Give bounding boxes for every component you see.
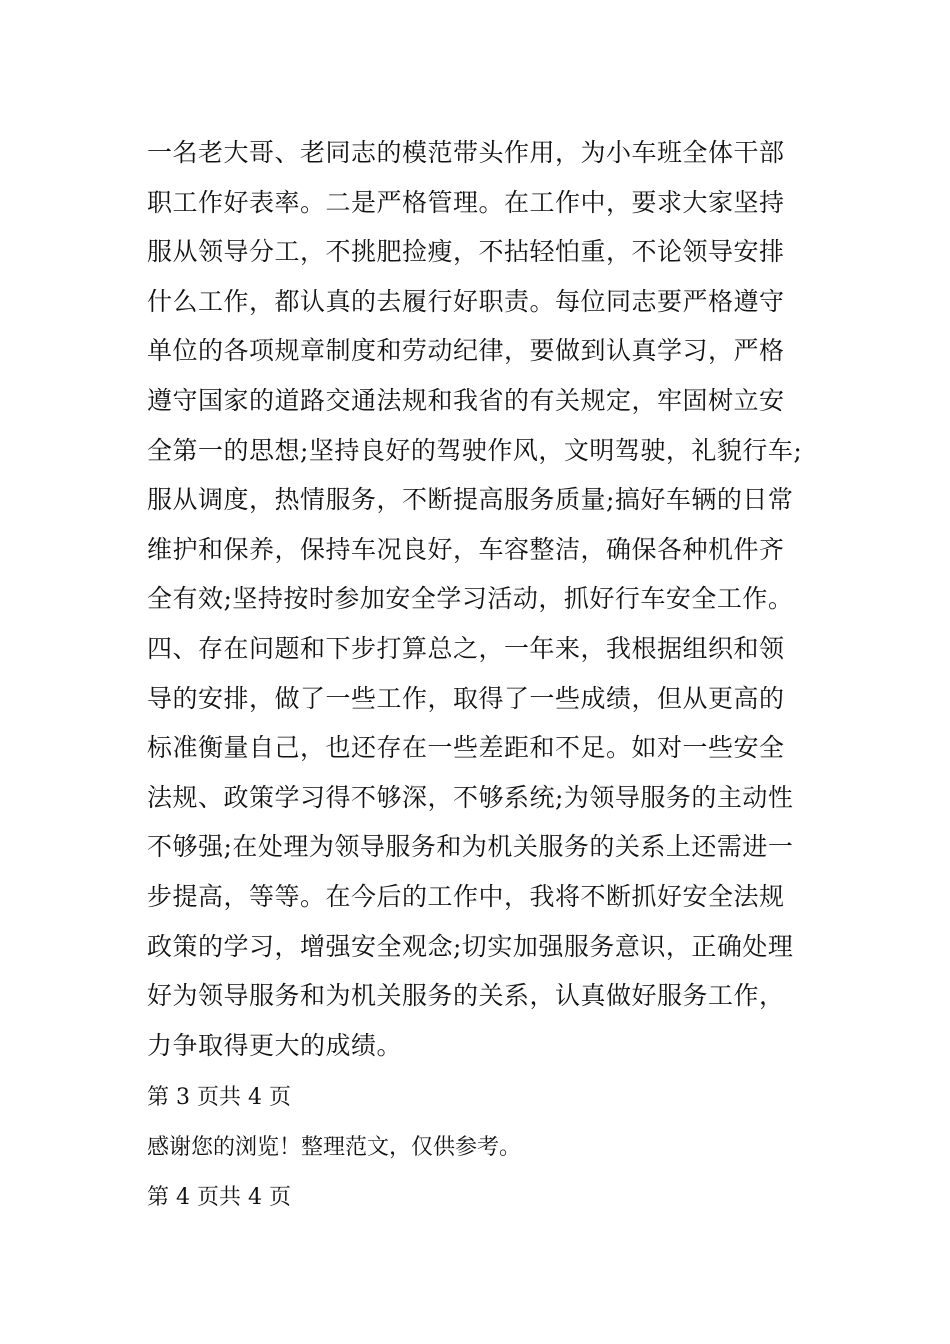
- body-text: [147, 128, 827, 1070]
- text-line: 服从调度，热情服务，不断提高服务质量;搞好车辆的日常: [147, 485, 794, 515]
- text-line: 法规、政策学习得不够深，不够系统;为领导服务的主动性: [147, 782, 794, 812]
- text-line: 政策的学习，增强安全观念;切实加强服务意识，正确处理: [147, 931, 794, 961]
- text-line: 步提高，等等。在今后的工作中，我将不断抓好安全法规: [147, 881, 785, 911]
- text-line: 四、存在问题和下步打算总之，一年来，我根据组织和领: [147, 633, 785, 663]
- text-line: 全有效;坚持按时参加安全学习活动，抓好行车安全工作。: [147, 584, 794, 614]
- text-line: 服从领导分工，不挑肥捡瘦，不拈轻怕重，不论领导安排: [147, 237, 785, 267]
- page-footer-3-of-4: 第 3 页共 4 页: [147, 1085, 291, 1110]
- text-line: 维护和保养，保持车况良好，车容整洁，确保各种机件齐: [147, 534, 785, 564]
- text-line: 标准衡量自己，也还存在一些差距和不足。如对一些安全: [147, 733, 785, 763]
- page-footer-4-of-4: 第 4 页共 4 页: [147, 1185, 291, 1210]
- text-line: 遵守国家的道路交通法规和我省的有关规定，牢固树立安: [147, 385, 785, 415]
- text-line: 力争取得更大的成绩。: [147, 1030, 403, 1060]
- text-line: 单位的各项规章制度和劳动纪律，要做到认真学习，严格: [147, 336, 785, 366]
- text-line: 一名老大哥、老同志的模范带头作用，为小车班全体干部: [147, 138, 785, 167]
- text-line: 导的安排，做了一些工作，取得了一些成绩，但从更高的: [147, 683, 785, 713]
- text-line: 什么工作，都认真的去履行好职责。每位同志要严格遵守: [147, 286, 785, 316]
- text-line: 不够强;在处理为领导服务和为机关服务的关系上还需进一: [147, 832, 794, 862]
- thanks-note: 感谢您的浏览！整理范文，仅供参考。: [147, 1135, 522, 1160]
- text-line: 好为领导服务和为机关服务的关系，认真做好服务工作，: [147, 981, 785, 1011]
- text-line: 职工作好表率。二是严格管理。在工作中，要求大家坚持: [147, 187, 785, 217]
- text-line: 全第一的思想;坚持良好的驾驶作风，文明驾驶，礼貌行车;: [147, 435, 803, 465]
